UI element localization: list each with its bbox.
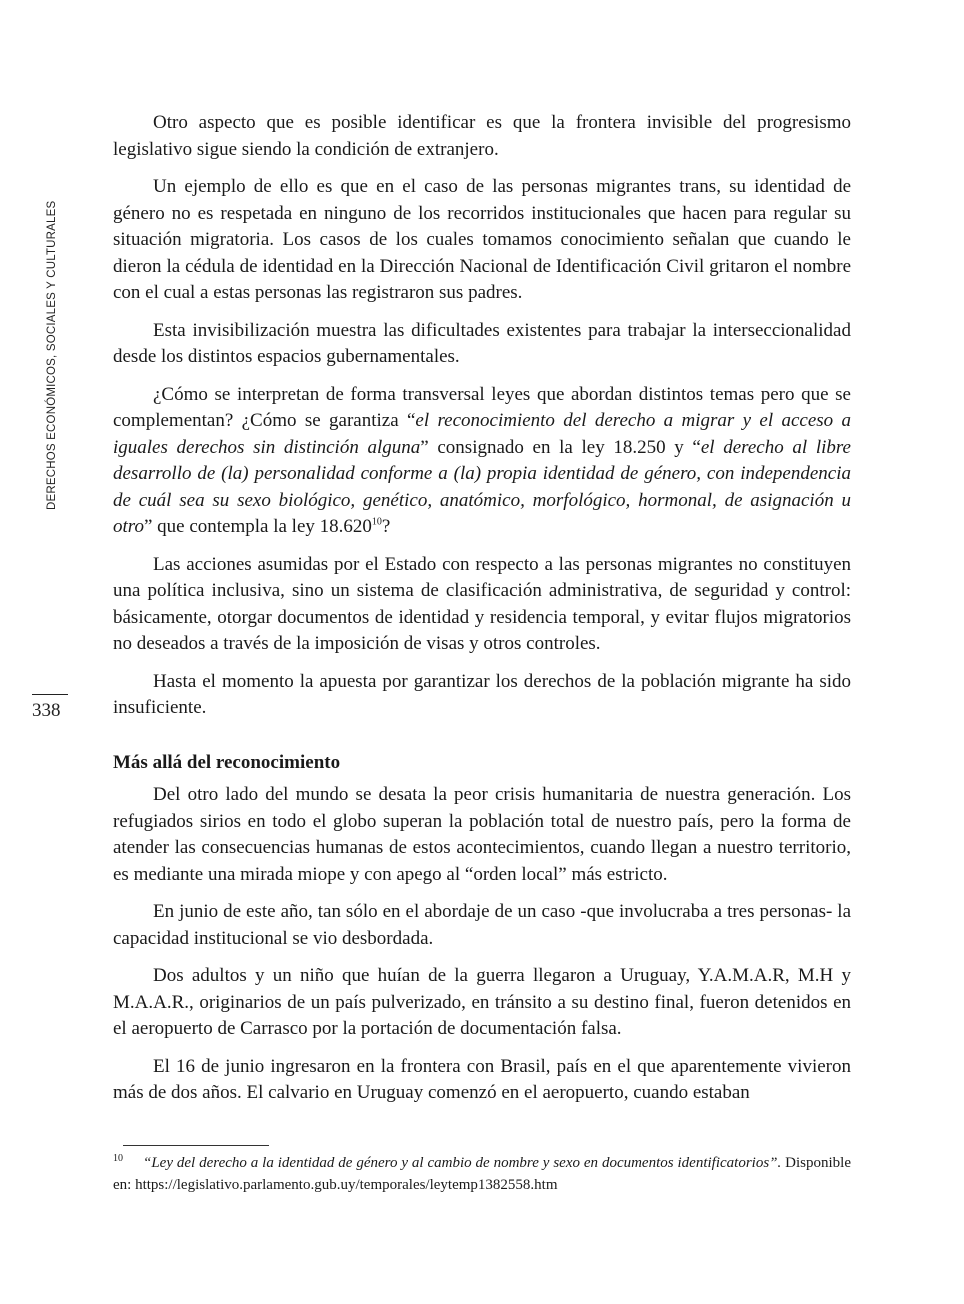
page-number: 338: [32, 700, 61, 721]
footnote: [113, 1152, 851, 1196]
footnote-rule: [123, 1145, 269, 1146]
quote-italic: el reconocimiento del derecho a migrar y el acceso a iguales derechos sin distinción alguna: [113, 410, 851, 458]
footnote-number: 10: [113, 1153, 123, 1164]
section-heading: Más allá del reconocimiento: [113, 751, 341, 773]
paragraph: Otro aspecto que es posible identificar es que la frontera invisible del progresismo legislativo sigue siendo la condición de extranjero.: [113, 112, 851, 160]
text-segment: ¿Cómo se interpretan de forma transversal leyes que abordan distintos temas pero que se complementan? ¿Cómo se garantiza “: [113, 383, 851, 431]
footnote-title: “Ley del derecho a la identidad de género y al cambio de nombre y sexo en documentos identificatorios”.: [143, 1155, 782, 1171]
footnote-reference[interactable]: 10: [371, 516, 382, 528]
paragraph: En junio de este año, tan sólo en el abordaje de un caso -que involucraba a tres personas- la capacidad institucional se vio desbordada.: [113, 901, 851, 949]
page-number-rule: [32, 694, 68, 695]
paragraph-with-quotes: [113, 382, 851, 541]
main-text: [113, 110, 851, 1118]
paragraph: Esta invisibilización muestra las dificultades existentes para trabajar la interseccionalidad desde los distintos espacios gubernamentales.: [113, 319, 851, 367]
paragraph: Dos adultos y un niño que huían de la guerra llegaron a Uruguay, Y.A.M.A.R, M.H y M.A.A.R., originarios de un país pulverizado, en tránsito a su destino final, fueron detenidos en el aeropuerto de Carrasco por la portación de documentación falsa.: [113, 965, 851, 1039]
text-segment: ?: [381, 516, 391, 537]
paragraph: Las acciones asumidas por el Estado con respecto a las personas migrantes no constituyen una política inclusiva, sino un sistema de clasificación administrativa, de seguridad y control: básicamente, otorgar documentos de identidad y residencia temporal, y evitar flujos migratorios no deseados a través de la imposición de visas y otros controles.: [113, 553, 851, 654]
text-segment: ” que contempla la ley 18.620: [143, 516, 372, 537]
quote-italic: el derecho al libre desarrollo de (la) personalidad conforme a (la) propia identidad de género, con independencia de cuál sea su sexo biológico, genético, anatómico, morfológico, hormonal, de asignación u otro: [113, 436, 851, 537]
running-header: DERECHOS ECONÓMICOS, SOCIALES Y CULTURALES: [46, 200, 58, 510]
paragraph: Del otro lado del mundo se desata la peor crisis humanitaria de nuestra generación. Los refugiados sirios en todo el globo superan la población total de nuestro país, pero la forma de atender las consecuencias humanas de estos acontecimientos, cuando llegan a nuestro territorio, es mediante una mirada miope y con apego al “orden local” más estricto.: [113, 784, 851, 885]
footnote-text: Disponible en: https://legislativo.parlamento.gub.uy/temporales/leytemp1382558.htm: [113, 1155, 851, 1193]
text-segment: ” consignado en la ley 18.250 y “: [420, 436, 701, 458]
paragraph: Hasta el momento la apuesta por garantizar los derechos de la población migrante ha sido insuficiente.: [113, 670, 851, 718]
paragraph: Un ejemplo de ello es que en el caso de las personas migrantes trans, su identidad de género no es respetada en ninguno de los recorridos institucionales que hacen para regular su situación migratoria. Los casos de los cuales tomamos conocimiento señalan que cuando le dieron la cédula de identidad en la Dirección Nacional de Identificación Civil gritaron el nombre con el cual a estas personas las registraron sus padres.: [113, 176, 851, 303]
paragraph: El 16 de junio ingresaron en la frontera con Brasil, país en el que aparentemente vivieron más de dos años. El calvario en Uruguay comenzó en el aeropuerto, cuando estaban: [113, 1055, 851, 1103]
